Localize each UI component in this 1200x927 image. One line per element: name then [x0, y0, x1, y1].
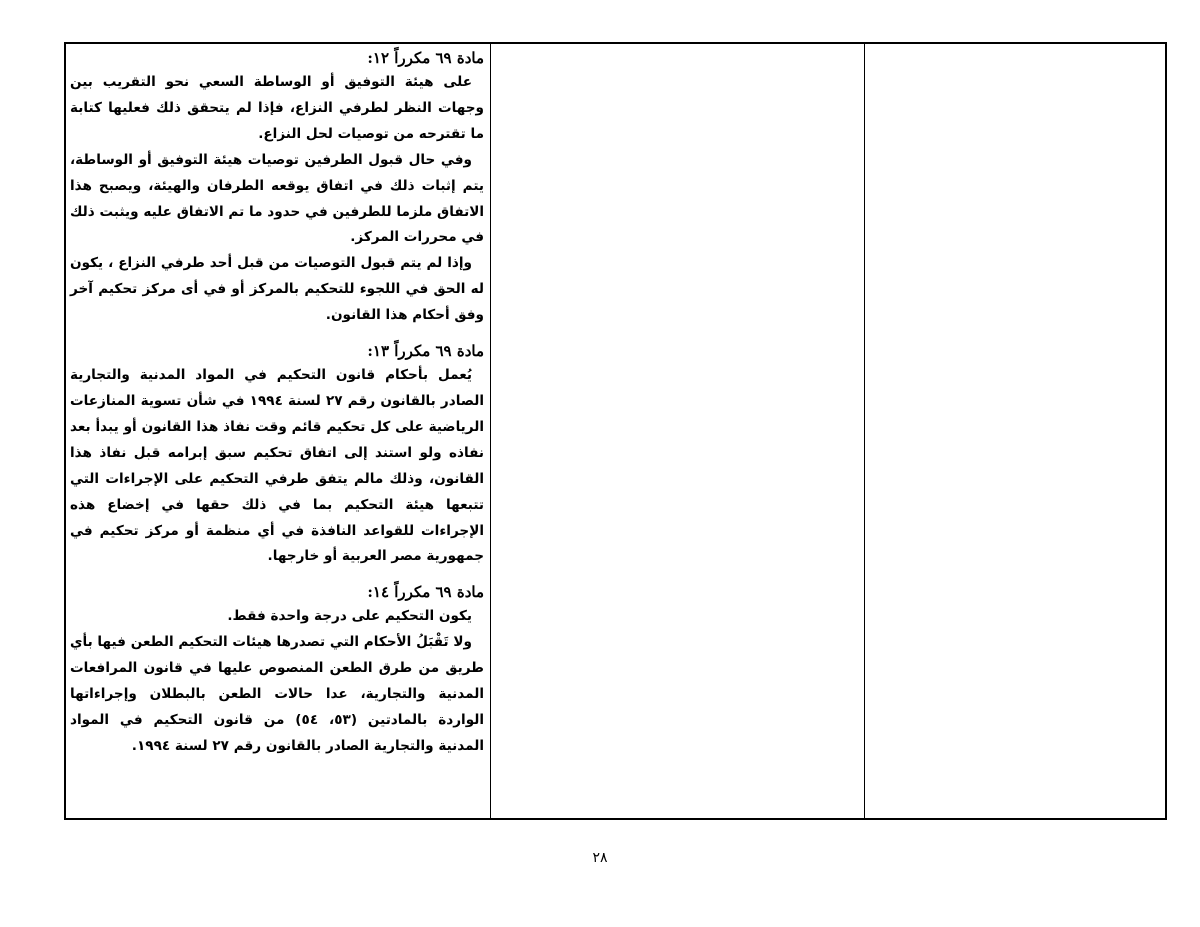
- article-heading: مادة ٦٩ مكرراً ١٣:: [367, 342, 484, 361]
- article-paragraph: على هيئة التوفيق أو الوساطة السعي نحو التقريب بين وجهات النظر لطرفي النزاع، فإذا لم يتحقق ذلك فعليها كتابة ما تقترحه من توصيات لحل النزاع.: [70, 74, 484, 142]
- article-paragraph: وفي حال قبول الطرفين توصيات هيئة التوفيق أو الوساطة، يتم إثبات ذلك في اتفاق يوقعه الطرفان والهيئة، ويصبح هذا الاتفاق ملزما للطرفين في حدود ما تم الاتفاق عليه ويثبت ذلك في محررات المركز.: [70, 151, 484, 246]
- document-table: [64, 42, 1167, 820]
- article-paragraph: يكون التحكيم على درجة واحدة فقط.: [227, 608, 472, 625]
- right-column-empty: [865, 43, 1167, 819]
- article-heading: مادة ٦٩ مكرراً ١٤:: [367, 583, 484, 602]
- middle-column-empty: [491, 43, 865, 819]
- article-heading: مادة ٦٩ مكرراً ١٢:: [367, 49, 484, 67]
- article-12: [70, 46, 484, 329]
- articles-container: [66, 44, 490, 760]
- article-14: [70, 580, 484, 759]
- article-13: [70, 339, 484, 570]
- text-column: [65, 43, 491, 819]
- page-number: ٢٨: [592, 850, 608, 866]
- article-paragraph: يُعمل بأحكام قانون التحكيم في المواد المدنية والتجارية الصادر بالقانون رقم ٢٧ لسنة ١٩٩٤ في شأن تسوية المنازعات الرياضية على كل تحكيم قائم وقت نفاذ هذا القانون أو يبدأ بعد نفاذه ولو استند إلى اتفاق تحكيم سبق إبرامه قبل نفاذ هذا القانون، وذلك مالم يتفق طرفي التحكيم على الإجراءات التي تتبعها هيئة التحكيم بما في ذلك حقها في إخضاع هذه الإجراءات للقواعد النافذة في أي منظمة أو مركز تحكيم في جمهورية مصر العربية أو خارجها.: [70, 367, 484, 565]
- article-paragraph: وإذا لم يتم قبول التوصيات من قبل أحد طرفي النزاع ، يكون له الحق في اللجوء للتحكيم بالمركز أو في أى مركز تحكيم آخر وفق أحكام هذا القانون.: [70, 255, 484, 324]
- article-paragraph: ولا تَقْبَلُ الأحكام التي تصدرها هيئات التحكيم الطعن فيها بأي طريق من طرق الطعن المنصوص عليها في قانون المرافعات المدنية والتجارية، عدا حالات الطعن بالبطلان وإجراءاتها الواردة بالمادتين (٥٣، ٥٤) من قانون التحكيم في المواد المدنية والتجارية الصادر بالقانون رقم ٢٧ لسنة ١٩٩٤.: [70, 634, 484, 754]
